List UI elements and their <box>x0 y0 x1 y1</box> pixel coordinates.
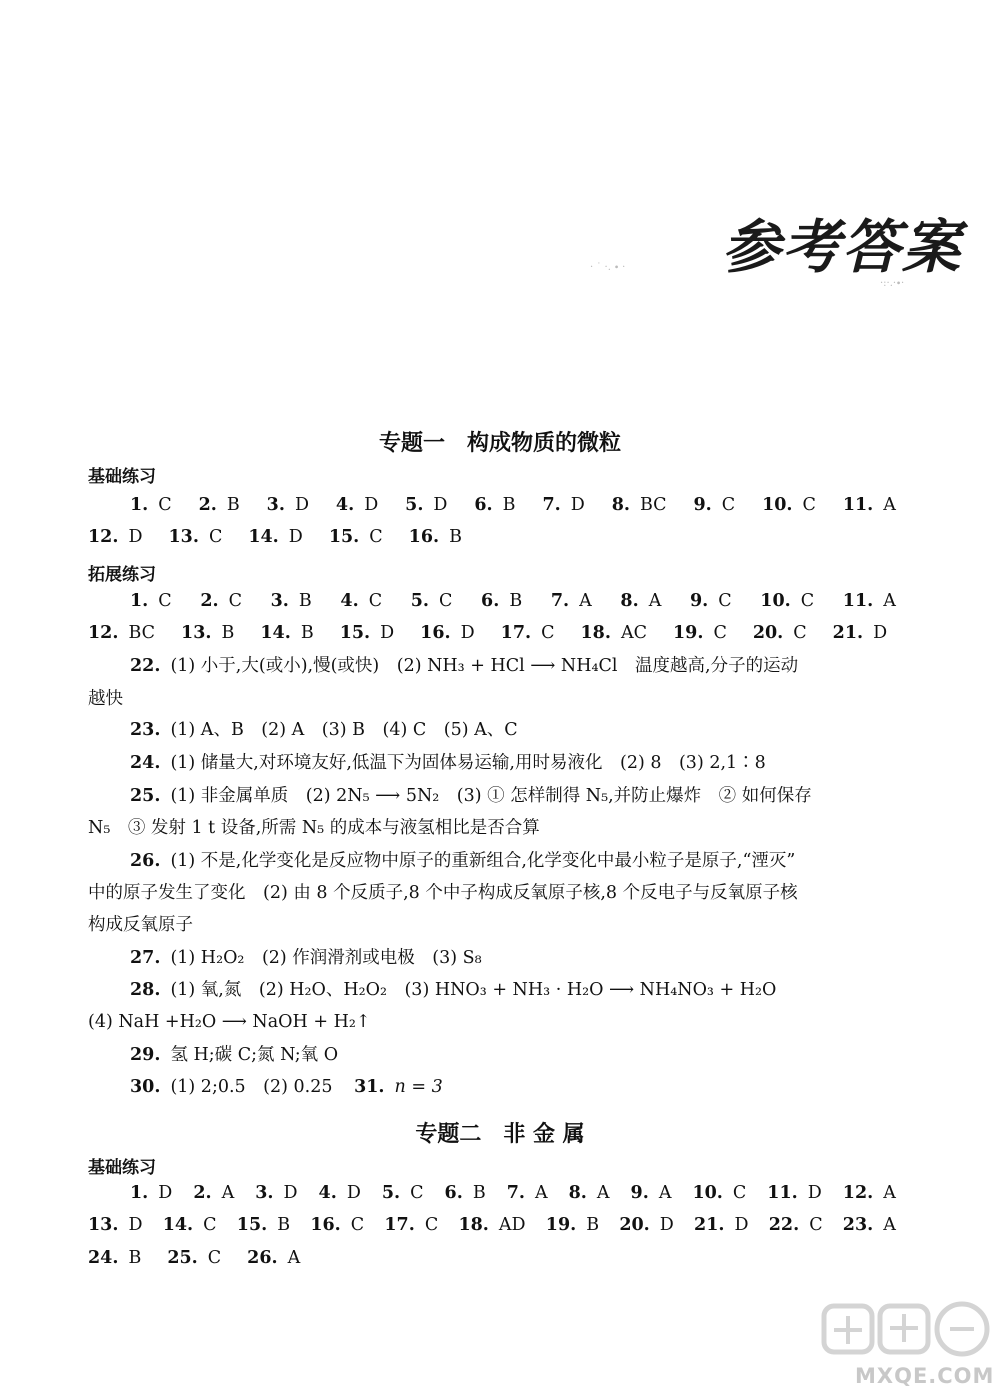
answer-item: 19. B <box>545 1215 600 1235</box>
answer-item: 6. B <box>481 591 523 611</box>
answer-item: 12. BC <box>88 623 156 643</box>
subsection-label: 基础练习 <box>88 467 156 487</box>
answer-item: 9. A <box>630 1183 672 1203</box>
answer-item: 10. C <box>762 495 816 515</box>
answer-item: 24. B <box>88 1248 142 1268</box>
answer-line: 25. (1) 非金属单质 (2) 2N₅ ⟶ 5N₂ (3) ① 怎样制得 N₅,并防止爆炸 ② 如何保存 <box>130 786 812 806</box>
answer-item: 11. D <box>767 1183 822 1203</box>
section-title: 专题一 构成物质的微粒 <box>378 431 621 456</box>
answer-item: 8. A <box>568 1183 610 1203</box>
answer-item: 4. C <box>340 591 383 611</box>
subsection-label: 基础练习 <box>88 1158 156 1178</box>
answer-row <box>88 620 896 646</box>
answer-row <box>88 1245 896 1271</box>
answer-item: 7. D <box>542 495 585 515</box>
answer-item: 13. C <box>168 527 223 547</box>
answer-item: 22. C <box>768 1215 823 1235</box>
answer-item: 9. C <box>693 495 736 515</box>
answer-item: 18. AC <box>580 623 647 643</box>
answer-line: 23. (1) A、B (2) A (3) B (4) C (5) A、C <box>130 720 518 740</box>
answer-item: 13. B <box>181 623 235 643</box>
answer-line: 27. (1) H₂O₂ (2) 作润滑剂或电极 (3) S₈ <box>130 948 482 968</box>
answer-item: 25. C <box>167 1248 222 1268</box>
answer-item: 26. A <box>247 1248 301 1268</box>
subsection-label: 拓展练习 <box>88 565 156 585</box>
answer-item: 9. C <box>689 591 732 611</box>
answer-item: 20. D <box>619 1215 674 1235</box>
answer-item: 3. D <box>255 1183 298 1203</box>
answer-item: 11. A <box>842 495 896 515</box>
answer-item: 8. BC <box>611 495 667 515</box>
answer-item: 13. D <box>88 1215 143 1235</box>
watermark-text: MXQE.COM <box>855 1364 995 1388</box>
answer-line: 22. (1) 小于,大(或小),慢(或快) (2) NH₃ + HCl ⟶ NH₄Cl 温度越高,分子的运动 <box>130 656 799 676</box>
answer-item: 20. C <box>752 623 807 643</box>
answer-item: 3. B <box>270 591 312 611</box>
answer-item: 14. C <box>162 1215 217 1235</box>
answer-item: 15. D <box>339 623 395 643</box>
answer-item: 16. C <box>310 1215 365 1235</box>
answer-item: 17. C <box>500 623 555 643</box>
answer-line: 29. 氢 H;碳 C;氮 N;氧 O <box>130 1045 339 1065</box>
title-decoration: · ˙ ·. ∙ · <box>590 262 626 273</box>
answer-row <box>88 492 896 518</box>
answer-item: 12. A <box>842 1183 896 1203</box>
answer-item: 14. D <box>248 527 303 547</box>
answer-item: 15. B <box>236 1215 291 1235</box>
answer-item: 18. AD <box>458 1215 526 1235</box>
answer-line: 越快 <box>88 689 123 709</box>
title-decoration: ·:·.·∙· <box>880 278 905 289</box>
answer-row <box>88 1212 896 1238</box>
answer-line: 构成反氧原子 <box>88 915 193 935</box>
answer-item: 21. D <box>832 623 888 643</box>
answer-item: 7. A <box>506 1183 548 1203</box>
answer-item: 1. D <box>130 1183 173 1203</box>
answer-item: 21. D <box>694 1215 749 1235</box>
page-title: 参考答案 <box>722 213 963 281</box>
answer-item: 14. B <box>260 623 314 643</box>
answer-item: 2. A <box>193 1183 235 1203</box>
answer-item: 6. B <box>444 1183 486 1203</box>
answer-item: 17. C <box>384 1215 439 1235</box>
answer-item: 19. C <box>672 623 727 643</box>
answer-item: 15. C <box>328 527 383 547</box>
answer-line: N₅ ③ 发射 1 t 设备,所需 N₅ 的成本与液氢相比是否合算 <box>88 818 540 838</box>
answer-item: 3. D <box>266 495 309 515</box>
answer-row <box>88 588 896 614</box>
answer-item: 5. D <box>405 495 448 515</box>
answer-item: 7. A <box>550 591 592 611</box>
section-title: 专题二 非 金 属 <box>415 1122 585 1147</box>
answer-line: (4) NaH +H₂O ⟶ NaOH + H₂↑ <box>88 1012 371 1032</box>
answer-row <box>88 1180 896 1206</box>
answer-item: 23. A <box>842 1215 896 1235</box>
answer-line: 26. (1) 不是,化学变化是反应物中原子的重新组合,化学变化中最小粒子是原子,“湮灭” <box>130 851 796 871</box>
answer-item: 1. C <box>130 591 172 611</box>
answer-item: 10. C <box>760 591 815 611</box>
answer-item: 2. C <box>200 591 242 611</box>
answer-item: 5. C <box>381 1183 424 1203</box>
answer-item: 10. C <box>692 1183 747 1203</box>
answer-row <box>88 524 896 550</box>
answer-item: 4. D <box>318 1183 361 1203</box>
answer-line: 28. (1) 氧,氮 (2) H₂O、H₂O₂ (3) HNO₃ + NH₃ · H₂O ⟶ NH₄NO₃ + H₂O <box>130 980 777 1000</box>
answer-item: 6. B <box>474 495 516 515</box>
answer-item: 16. B <box>408 527 462 547</box>
answer-item: 4. D <box>335 495 379 515</box>
answer-item: 2. B <box>198 495 240 515</box>
answer-item: 5. C <box>410 591 453 611</box>
answer-item: 12. D <box>88 527 143 547</box>
answer-item: 8. A <box>620 591 662 611</box>
answer-line: 30. (1) 2;0.5 (2) 0.25 31. n = 3 <box>130 1077 443 1097</box>
answer-item: 1. C <box>130 495 172 515</box>
answer-item: 11. A <box>842 591 896 611</box>
answer-line: 24. (1) 储量大,对环境友好,低温下为固体易运输,用时易液化 (2) 8 (3) 2,1∶8 <box>130 753 766 773</box>
answer-line: 中的原子发生了变化 (2) 由 8 个反质子,8 个中子构成反氧原子核,8 个反电子与反氧原子核 <box>88 883 798 903</box>
answer-item: 16. D <box>420 623 475 643</box>
